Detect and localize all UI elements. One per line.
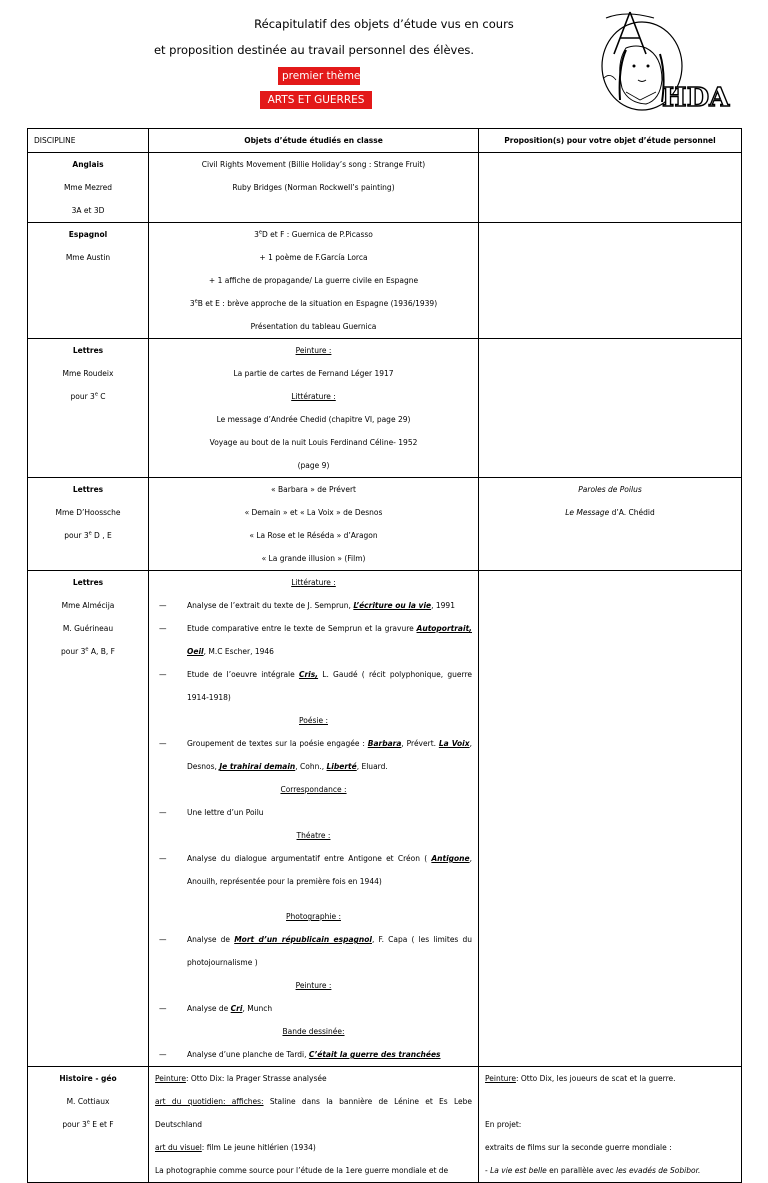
discipline-cell bbox=[28, 571, 149, 1067]
section-heading-text: Photographie : bbox=[286, 912, 341, 921]
discipline-name: Histoire - géo bbox=[59, 1074, 117, 1083]
ordinal-sup: e bbox=[86, 1119, 90, 1126]
section-heading bbox=[155, 339, 472, 362]
table-row bbox=[28, 1067, 742, 1183]
section-heading bbox=[155, 778, 472, 801]
ordinal-sup: e bbox=[88, 530, 92, 537]
proposal-item: Paroles de Poilus bbox=[578, 485, 642, 494]
work-title: C’était la guerre des tranchées bbox=[308, 1050, 441, 1059]
table-row bbox=[28, 478, 742, 571]
object-item bbox=[155, 1090, 472, 1136]
section-heading-text: Littérature : bbox=[291, 392, 336, 401]
work-title: La Voix bbox=[438, 739, 470, 748]
header-discipline: DISCIPLINE bbox=[28, 129, 149, 153]
work-title: Autoportrait, Oeil bbox=[187, 624, 472, 656]
list-item bbox=[155, 732, 472, 778]
object-item: + 1 poème de F.García Lorca bbox=[259, 253, 368, 262]
section-heading-text: Correspondance : bbox=[280, 785, 347, 794]
item-text: Etude comparative entre le texte de Semprun et la gravure bbox=[187, 624, 417, 633]
classes-suffix: C bbox=[97, 392, 106, 401]
object-item: Voyage au bout de la nuit Louis Ferdinand Céline- 1952 bbox=[209, 438, 418, 447]
discipline-cell bbox=[28, 153, 149, 223]
theme-name-badge: ARTS ET GUERRES bbox=[260, 91, 372, 109]
proposals-cell bbox=[479, 1067, 742, 1183]
classes-label bbox=[34, 524, 142, 547]
item-text: , 1991 bbox=[431, 601, 455, 610]
table-header-row bbox=[28, 129, 742, 153]
list-item bbox=[155, 997, 472, 1020]
objects-cell bbox=[149, 223, 479, 339]
object-item bbox=[155, 1136, 472, 1159]
work-title: Antigone bbox=[431, 854, 470, 863]
discipline-cell bbox=[28, 339, 149, 478]
section-heading-text: Peinture : bbox=[295, 346, 332, 355]
classes-suffix: A, B, F bbox=[88, 647, 115, 656]
discipline-name: Lettres bbox=[72, 578, 104, 587]
work-title: Barbara bbox=[367, 739, 402, 748]
section-heading bbox=[155, 1020, 472, 1043]
objects-cell bbox=[149, 339, 479, 478]
discipline-name: Anglais bbox=[72, 160, 104, 169]
logo-text: HDA bbox=[662, 83, 730, 113]
objects-cell bbox=[149, 478, 479, 571]
object-item: La photographie comme source pour l’étude de la 1ere guerre mondiale et de bbox=[155, 1166, 449, 1175]
section-heading-text: Poésie : bbox=[299, 716, 328, 725]
item-text: , Prévert. bbox=[401, 739, 439, 748]
proposal-item: En projet: bbox=[485, 1120, 522, 1129]
title-line-2: et proposition destinée au travail personnel des élèves. bbox=[153, 43, 475, 57]
proposal-item bbox=[485, 501, 735, 524]
teacher-name: Mme Almécija bbox=[61, 601, 115, 610]
item-text: Analyse de l’extrait du texte de J. Semprun, bbox=[187, 601, 354, 610]
teacher-name: Mme D’Hoossche bbox=[55, 508, 121, 517]
item-text: , M.C Escher, 1946 bbox=[203, 647, 274, 656]
proposals-cell bbox=[479, 153, 742, 223]
classes-label bbox=[34, 385, 142, 408]
discipline-cell bbox=[28, 1067, 149, 1183]
discipline-cell bbox=[28, 223, 149, 339]
ordinal-sup: e bbox=[258, 229, 262, 236]
list-item bbox=[155, 847, 472, 893]
object-item: + 1 affiche de propagande/ La guerre civile en Espagne bbox=[208, 276, 419, 285]
ordinal-sup: e bbox=[85, 646, 89, 653]
item-text: : Otto Dix, les joueurs de scat et la guerre. bbox=[515, 1074, 676, 1083]
list-item bbox=[155, 617, 472, 663]
classes-suffix: E et F bbox=[89, 1120, 114, 1129]
list-item: — Une lettre d’un Poilu bbox=[155, 801, 472, 824]
objects-cell bbox=[149, 153, 479, 223]
object-item bbox=[155, 1067, 472, 1090]
classes-label bbox=[34, 1113, 142, 1136]
object-item bbox=[155, 292, 472, 315]
section-heading-text: Peinture : bbox=[295, 981, 332, 990]
objects-table bbox=[27, 128, 742, 1183]
object-item: La partie de cartes de Fernand Léger 1917 bbox=[233, 369, 394, 378]
table-row bbox=[28, 339, 742, 478]
item-text: , Munch bbox=[242, 1004, 273, 1013]
table-row bbox=[28, 223, 742, 339]
list-item bbox=[155, 594, 472, 617]
section-heading bbox=[155, 974, 472, 997]
object-text: D et F : Guernica de P.Picasso bbox=[262, 230, 373, 239]
classes-prefix: pour 3 bbox=[62, 1120, 87, 1129]
item-text: Analyse du dialogue argumentatif entre Antigone et Créon ( bbox=[187, 854, 432, 863]
item-text: en parallèle avec bbox=[546, 1166, 616, 1175]
work-title: Cri bbox=[230, 1004, 243, 1013]
section-heading bbox=[155, 905, 472, 928]
section-heading bbox=[155, 824, 472, 847]
class-number: 3 bbox=[254, 230, 259, 239]
work-title: L’écriture ou la vie bbox=[353, 601, 432, 610]
object-item: « Demain » et « La Voix » de Desnos bbox=[244, 508, 383, 517]
item-text: - bbox=[485, 1166, 491, 1175]
teacher-name: Mme Mezred bbox=[63, 183, 113, 192]
classes-label bbox=[34, 640, 142, 663]
item-text: , Anouilh, représentée pour la première fois en 1944) bbox=[187, 854, 472, 886]
work-title: Mort d’un républicain espagnol bbox=[234, 935, 372, 944]
list-item bbox=[155, 1043, 472, 1066]
objects-cell bbox=[149, 571, 479, 1067]
title-line-1: Récapitulatif des objets d’étude vus en cours bbox=[254, 17, 514, 31]
object-item: « La grande illusion » (Film) bbox=[261, 554, 366, 563]
ordinal-sup: e bbox=[94, 391, 98, 398]
proposals-cell bbox=[479, 571, 742, 1067]
class-number: 3 bbox=[189, 299, 195, 308]
object-item: Ruby Bridges (Norman Rockwell’s painting) bbox=[232, 183, 395, 192]
item-text: : Otto Dix: la Prager Strasse analysée bbox=[185, 1074, 327, 1083]
theme-label-badge: premier thème: bbox=[278, 67, 360, 85]
item-label: art du quotidien: affiches: bbox=[155, 1097, 264, 1106]
section-heading bbox=[155, 709, 472, 732]
teacher-name: M. Cottiaux bbox=[66, 1097, 110, 1106]
classes-suffix: D , E bbox=[91, 531, 112, 540]
header-objects: Objets d’étude étudiés en classe bbox=[149, 129, 479, 153]
proposals-cell bbox=[479, 478, 742, 571]
item-label: Peinture bbox=[485, 1074, 516, 1083]
item-text: , Desnos, bbox=[187, 739, 472, 771]
object-text: B et E : brève approche de la situation en Espagne (1936/1939) bbox=[197, 299, 438, 308]
classes-prefix: pour 3 bbox=[64, 531, 89, 540]
item-text: , Eluard. bbox=[356, 762, 388, 771]
hda-logo bbox=[596, 8, 730, 120]
work-title: Liberté bbox=[326, 762, 357, 771]
object-item: (page 9) bbox=[297, 461, 330, 470]
proposals-cell bbox=[479, 223, 742, 339]
item-text: , F. Capa ( les limites du photojournalisme ) bbox=[187, 935, 472, 967]
item-text: Staline dans la bannière de Lénine et Es Lebe Deutschland bbox=[155, 1097, 472, 1129]
section-heading-text: Théatre : bbox=[296, 831, 331, 840]
discipline-name: Lettres bbox=[72, 346, 104, 355]
proposal-item: extraits de films sur la seconde guerre mondiale : bbox=[485, 1143, 672, 1152]
work-title: les evadés de Sobibor. bbox=[615, 1166, 701, 1175]
teacher-name: Mme Roudeix bbox=[62, 369, 114, 378]
list-item bbox=[155, 663, 472, 709]
item-text: Etude de l’oeuvre intégrale bbox=[187, 670, 299, 679]
item-label: art du visuel bbox=[155, 1143, 202, 1152]
section-heading bbox=[155, 571, 472, 594]
item-text: Analyse d’une planche de Tardi, bbox=[187, 1050, 309, 1059]
table-row bbox=[28, 571, 742, 1067]
discipline-name: Lettres bbox=[72, 485, 104, 494]
object-item: Le message d’Andrée Chedid (chapitre VI, page 29) bbox=[216, 415, 411, 424]
item-text: Analyse de bbox=[187, 935, 235, 944]
table-row bbox=[28, 153, 742, 223]
objects-cell bbox=[149, 1067, 479, 1183]
proposal-title: Le Message bbox=[565, 508, 610, 517]
item-text: L. Gaudé ( récit polyphonique, guerre 1914-1918) bbox=[187, 670, 472, 702]
discipline-name: Espagnol bbox=[68, 230, 108, 239]
object-item: « Barbara » de Prévert bbox=[271, 485, 356, 494]
classes-label: 3A et 3D bbox=[71, 206, 105, 215]
section-heading bbox=[155, 385, 472, 408]
discipline-cell bbox=[28, 478, 149, 571]
teacher-name-2: M. Guérineau bbox=[62, 624, 114, 633]
classes-prefix: pour 3 bbox=[61, 647, 86, 656]
object-item: « La Rose et le Réséda » d’Aragon bbox=[249, 531, 378, 540]
work-title: Je trahirai demain bbox=[219, 762, 296, 771]
spacer bbox=[155, 893, 472, 905]
object-item: Présentation du tableau Guernica bbox=[250, 322, 377, 331]
proposal-author: d’A. Chédid bbox=[609, 508, 655, 517]
teacher-name: Mme Austin bbox=[65, 253, 111, 262]
list-item bbox=[155, 928, 472, 974]
section-heading-text: Bande dessinée: bbox=[282, 1027, 345, 1036]
section-heading-text: Littérature : bbox=[291, 578, 336, 587]
object-item bbox=[155, 223, 472, 246]
proposal-item bbox=[485, 1067, 735, 1090]
work-title: La vie est belle bbox=[490, 1166, 547, 1175]
item-text: Groupement de textes sur la poésie engagée : bbox=[187, 739, 368, 748]
classes-prefix: pour 3 bbox=[70, 392, 95, 401]
proposal-item bbox=[485, 1159, 735, 1182]
object-item: Civil Rights Movement (Billie Holiday’s song : Strange Fruit) bbox=[201, 160, 426, 169]
spacer bbox=[485, 1090, 735, 1113]
proposals-cell bbox=[479, 339, 742, 478]
item-label: Peinture bbox=[155, 1074, 186, 1083]
item-text: , Cohn., bbox=[295, 762, 327, 771]
hda-logo-figure-icon bbox=[596, 8, 730, 120]
header-proposals: Proposition(s) pour votre objet d’étude personnel bbox=[479, 129, 742, 153]
item-text: : film Le jeune hitlérien (1934) bbox=[201, 1143, 316, 1152]
ordinal-sup: e bbox=[194, 298, 198, 305]
work-title: Cris, bbox=[298, 670, 319, 679]
item-text: Analyse de bbox=[187, 1004, 231, 1013]
